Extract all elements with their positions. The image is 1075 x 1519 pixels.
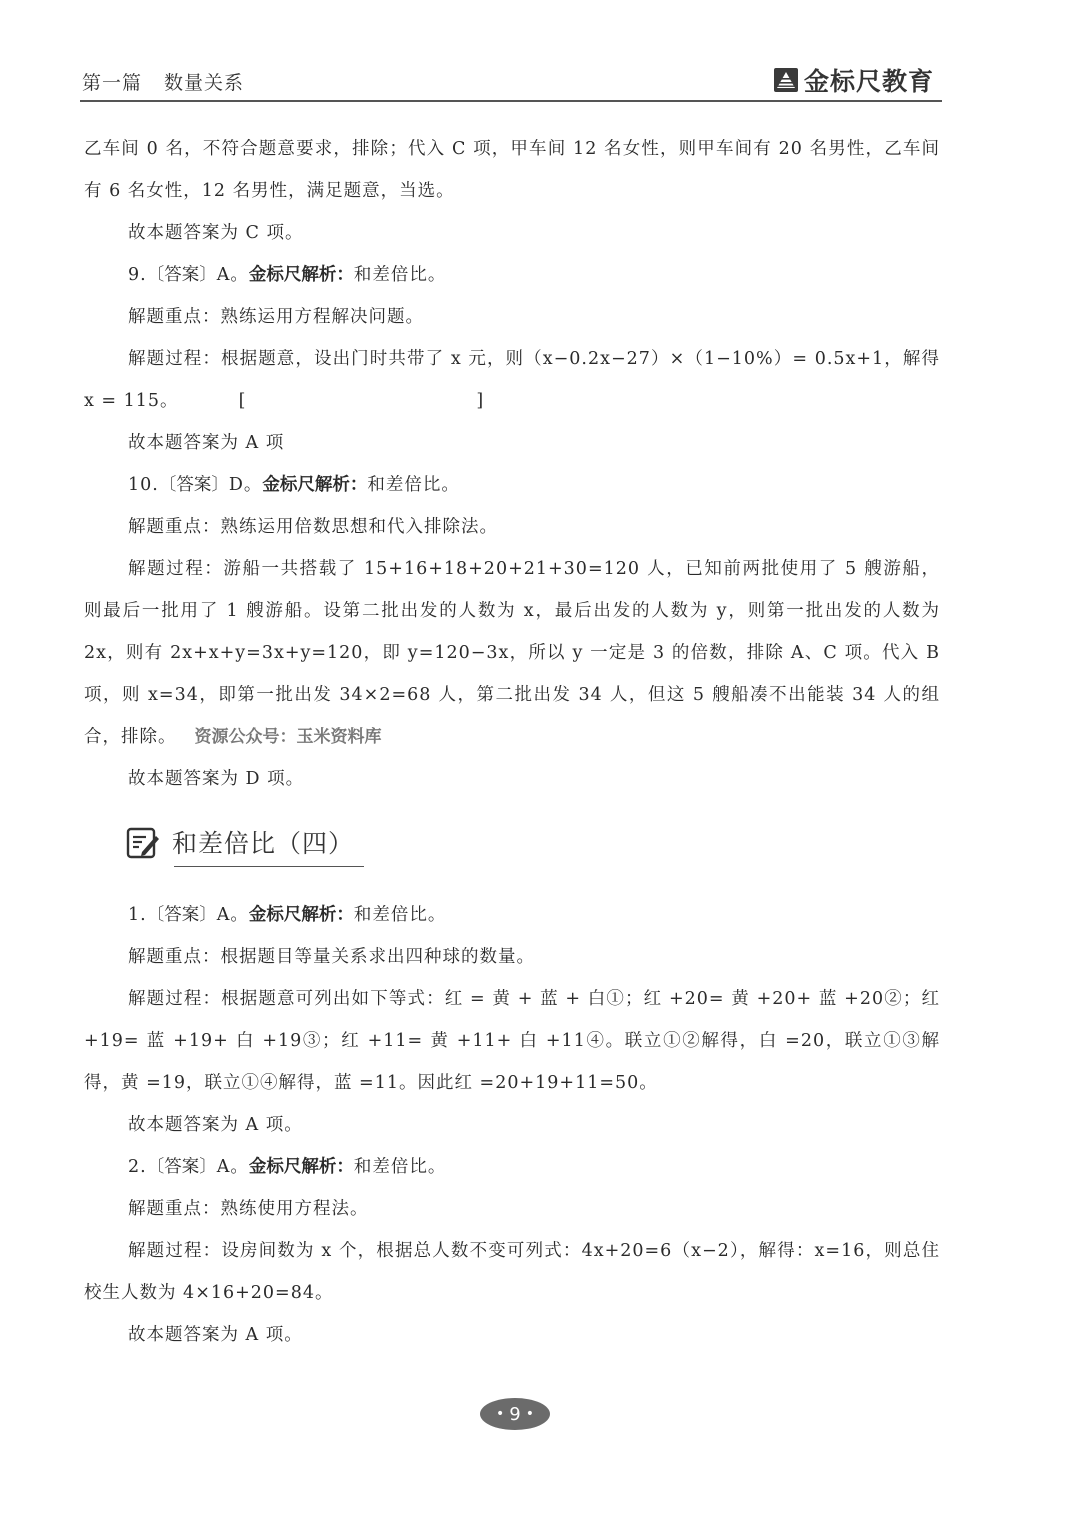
- key-point: 解题重点：熟练运用倍数思想和代入排除法。: [128, 517, 498, 537]
- conclusion: 故本题答案为 A 项。: [128, 1115, 303, 1135]
- answer-value: A。: [216, 905, 249, 925]
- answer-line-q10: [84, 464, 940, 506]
- answer-value: D。: [228, 475, 263, 495]
- section-underline: [174, 866, 364, 867]
- topic: 和差倍比。: [353, 1157, 447, 1177]
- brand-name: 金标尺教育: [803, 67, 934, 96]
- answer-tag: 〔答案〕: [146, 905, 217, 925]
- page-content: [84, 128, 940, 1356]
- solution-process: [84, 548, 940, 758]
- question-number: 10.: [128, 475, 159, 495]
- brand: [774, 62, 934, 98]
- paragraph: 故本题答案为 C 项。: [128, 223, 304, 243]
- part-label: 第一篇: [82, 72, 143, 94]
- analysis-label: 金标尺解析：: [248, 905, 354, 925]
- question-number: 9.: [128, 265, 147, 285]
- topic: 和差倍比。: [353, 905, 447, 925]
- edit-note-icon: [126, 826, 160, 864]
- question-number: 1.: [128, 905, 147, 925]
- answer-line-s1: [84, 894, 940, 936]
- section-title: 和差倍比（四）: [172, 829, 355, 858]
- dot-icon: •: [496, 1406, 505, 1422]
- conclusion: 故本题答案为 A 项。: [128, 1325, 303, 1345]
- answer-line-s2: [84, 1146, 940, 1188]
- topic: 和差倍比。: [353, 265, 447, 285]
- chapter-label: 数量关系: [164, 72, 245, 94]
- answer-value: A。: [216, 265, 249, 285]
- bracket-open: [: [238, 391, 247, 411]
- analysis-label: 金标尺解析：: [262, 475, 368, 495]
- answer-tag: 〔答案〕: [158, 475, 229, 495]
- solution-process: 解题过程：根据题意可列出如下等式：红 = 黄 + 蓝 + 白①；红 +20= 黄 +20+ 蓝 +20②；红 +19= 蓝 +19+ 白 +19③；红 +11= 黄 +11+ 白 +11④。联立①②解得，白 =20，联立①③解得，黄 =19，联立①④解得，蓝 =11。因此红 =20+19+11=50。: [84, 989, 940, 1093]
- analysis-label: 金标尺解析：: [248, 1157, 354, 1177]
- paragraph: 乙车间 0 名，不符合题意要求，排除；代入 C 项，甲车间 12 名女性，则甲车间有 20 名男性，乙车间有 6 名女性，12 名男性，满足题意，当选。: [84, 139, 940, 201]
- solution-process: [84, 338, 940, 422]
- solution-process: 解题过程：设房间数为 x 个，根据总人数不变可列式：4x+20=6（x−2），解得：x=16，则总住校生人数为 4×16+20=84。: [84, 1241, 940, 1303]
- pyramid-logo-icon: [774, 68, 798, 92]
- dot-icon: •: [525, 1406, 534, 1422]
- page-header: [80, 60, 942, 102]
- key-point: 解题重点：熟练使用方程法。: [128, 1199, 369, 1219]
- page-number-badge: [480, 1398, 550, 1430]
- analysis-label: 金标尺解析：: [248, 265, 354, 285]
- answer-line-q9: [84, 254, 940, 296]
- conclusion: 故本题答案为 D 项。: [128, 769, 305, 789]
- conclusion: 故本题答案为 A 项: [128, 433, 285, 453]
- bracket-close: ]: [476, 391, 485, 411]
- answer-value: A。: [216, 1157, 249, 1177]
- process-text: 解题过程：游船一共搭载了 15+16+18+20+21+30=120 人，已知前两批使用了 5 艘游船，则最后一批用了 1 艘游船。设第二批出发的人数为 x，最后出发的人数为 y，则第一批出发的人数为 2x，则有 2x+x+y=3x+y=120，即 y=120−3x，所以 y 一定是 3 的倍数，排除 A、C 项。代入 B 项，则 x=34，即第一批出发 34×2=68 人，第二批出发 34 人，但这 5 艘船凑不出能装 34 人的组合，排除。: [84, 559, 940, 747]
- watermark: 资源公众号：玉米资料库: [194, 727, 382, 747]
- answer-tag: 〔答案〕: [146, 1157, 217, 1177]
- section-heading: [124, 818, 940, 888]
- topic: 和差倍比。: [367, 475, 460, 495]
- key-point: 解题重点：根据题目等量关系求出四种球的数量。: [128, 947, 535, 967]
- process-text: 解题过程：根据题意，设出门时共带了 x 元，则（x−0.2x−27）×（1−10%）= 0.5x+1，解得 x = 115。: [84, 349, 940, 411]
- chapter-heading: [82, 68, 244, 95]
- answer-tag: 〔答案〕: [146, 265, 217, 285]
- question-number: 2.: [128, 1157, 147, 1177]
- page-number: 9: [509, 1403, 521, 1425]
- key-point: 解题重点：熟练运用方程解决问题。: [128, 307, 424, 327]
